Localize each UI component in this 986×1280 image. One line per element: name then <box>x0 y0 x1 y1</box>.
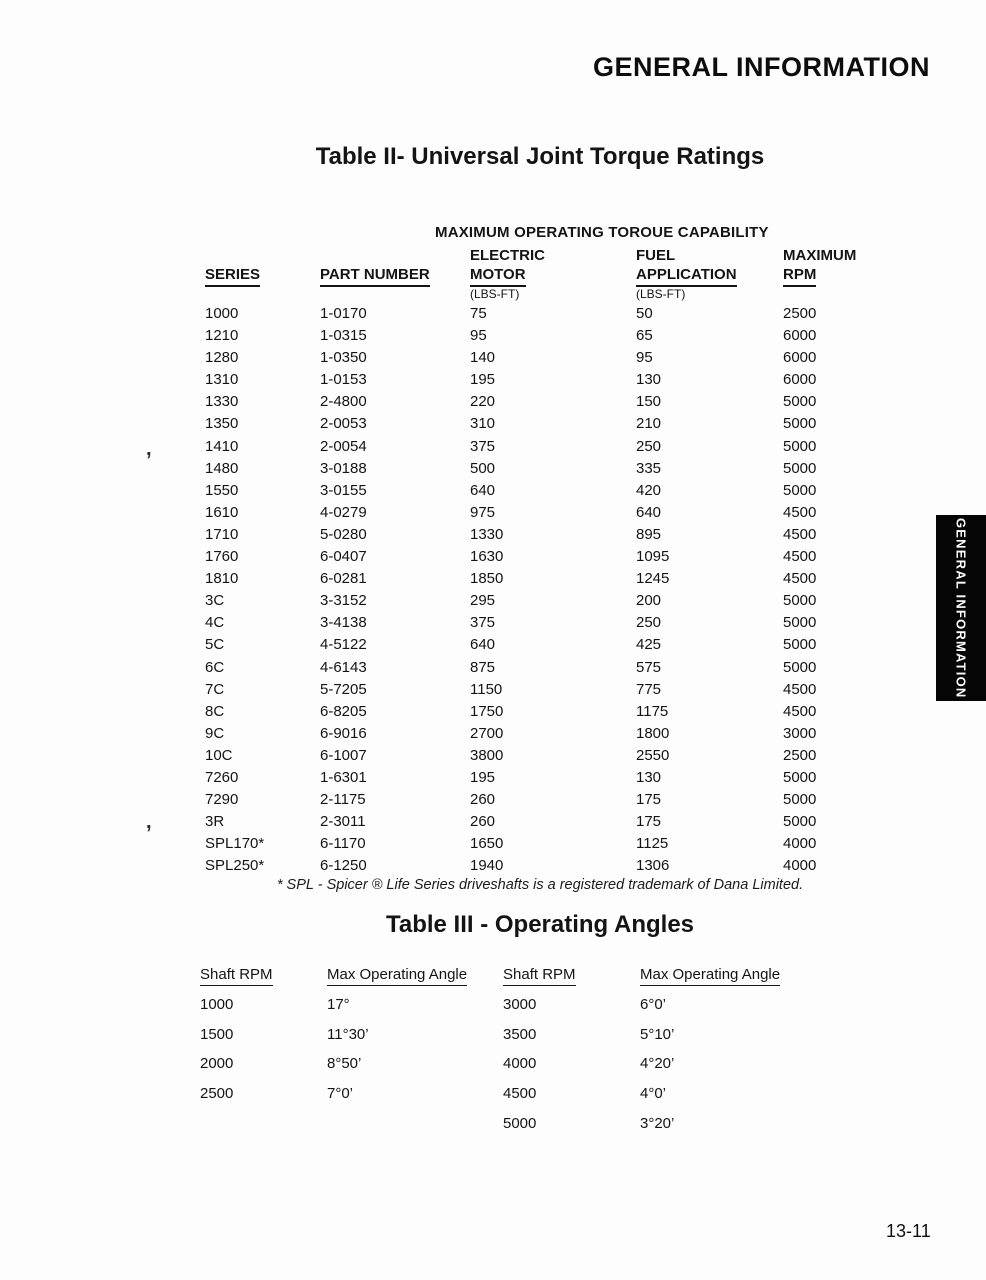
table-cell: 5°10’ <box>640 1025 675 1043</box>
table-cell: 220 <box>470 393 496 411</box>
column-part-number <box>320 246 470 304</box>
table-cell: 5000 <box>783 415 817 433</box>
table-row <box>205 415 873 437</box>
col-header-shaft-rpm-left: Shaft RPM <box>200 966 273 986</box>
table-cell: 2-1175 <box>320 791 366 809</box>
stray-comma-mark: , <box>146 811 152 833</box>
table-row <box>205 835 873 857</box>
table-cell: 1710 <box>205 525 239 543</box>
table-cell: 2500 <box>783 746 817 764</box>
table-cell: 375 <box>470 614 496 632</box>
table-cell: 200 <box>636 592 662 610</box>
table-cell: 130 <box>636 768 662 786</box>
table-row <box>205 592 873 614</box>
column-electric-motor <box>470 246 636 304</box>
table-cell: 250 <box>636 614 662 632</box>
table-row <box>205 725 873 747</box>
table-cell: 5000 <box>783 614 817 632</box>
table-cell: 5000 <box>783 481 817 499</box>
table-cell: 1810 <box>205 570 239 588</box>
table-cell: 3000 <box>503 996 537 1013</box>
table-cell: 1306 <box>636 857 670 875</box>
table-cell: 5000 <box>783 636 817 654</box>
table-cell: 775 <box>636 680 662 698</box>
table-cell: 1940 <box>470 857 504 875</box>
table-cell: 3500 <box>503 1025 537 1043</box>
table-cell: 1310 <box>205 371 239 389</box>
table-cell: 6000 <box>783 371 817 389</box>
table-cell: 1650 <box>470 835 504 853</box>
table2-header-row <box>205 246 873 304</box>
table-row <box>205 438 873 460</box>
col-units-electric: (LBS-FT) <box>470 287 520 301</box>
table-row <box>200 1055 790 1085</box>
table-cell: 6-1007 <box>320 746 367 764</box>
table-row <box>205 791 873 813</box>
column-series <box>205 246 320 304</box>
table-cell: 4°0’ <box>640 1085 667 1103</box>
table-row <box>205 371 873 393</box>
table-cell: 2000 <box>200 1055 234 1073</box>
table-cell: 875 <box>470 658 496 676</box>
table3-title: Table III - Operating Angles <box>385 911 695 938</box>
table-cell: 6-8205 <box>320 702 367 720</box>
table-cell: 4°20’ <box>640 1055 675 1073</box>
col-header-max-angle-right: Max Operating Angle <box>640 966 780 986</box>
table-cell: 4-5122 <box>320 636 367 654</box>
table-cell: 4C <box>205 614 225 632</box>
table-cell: 1175 <box>636 702 669 720</box>
table-cell: 1-0350 <box>320 349 367 367</box>
table-cell: 7C <box>205 680 225 698</box>
table-cell: 640 <box>636 503 662 521</box>
side-tab <box>936 515 986 701</box>
table-cell: 6-9016 <box>320 724 367 742</box>
table-cell: 175 <box>636 791 662 809</box>
table-cell: 4000 <box>783 857 817 875</box>
table-cell: 295 <box>470 592 496 610</box>
table-cell: 375 <box>470 437 496 455</box>
table-cell: 6-1250 <box>320 857 367 875</box>
table-cell: 1630 <box>470 548 504 566</box>
table-cell: 1410 <box>205 437 239 455</box>
table-cell: 1330 <box>205 393 239 411</box>
table-cell: 3-0155 <box>320 481 367 499</box>
col-header-max-angle-left: Max Operating Angle <box>327 966 467 986</box>
table-cell: 310 <box>470 415 496 433</box>
table-cell: 8°50’ <box>327 1055 362 1073</box>
table-cell: 640 <box>470 636 496 654</box>
table-cell: 4500 <box>783 570 817 588</box>
table-cell: 5000 <box>783 813 817 831</box>
table-cell: 2-4800 <box>320 393 367 411</box>
col-header-fuel-line1: FUEL <box>636 247 676 264</box>
table-cell: SPL250* <box>205 857 265 875</box>
table-row <box>205 327 873 349</box>
table-cell: 6000 <box>783 349 817 367</box>
table-cell: 195 <box>470 371 496 389</box>
table-cell: 4-6143 <box>320 658 367 676</box>
page-number: 13-11 <box>886 1221 931 1241</box>
col-header-electric-line2: MOTOR <box>470 265 526 287</box>
table-cell: 2-0053 <box>320 415 367 433</box>
table-row <box>205 570 873 592</box>
table-cell: 260 <box>470 791 496 809</box>
table-cell: 6°0’ <box>640 996 667 1013</box>
table-cell: 6-1170 <box>320 835 366 853</box>
table2-footnote: * SPL - Spicer ® Life Series driveshafts is a registered trademark of Dana Limited. <box>276 877 804 893</box>
table-cell: 5000 <box>503 1114 537 1132</box>
table-cell: 1095 <box>636 548 670 566</box>
table-cell: 3R <box>205 813 225 831</box>
table-cell: 95 <box>636 349 653 367</box>
page-title: GENERAL INFORMATION <box>593 52 930 82</box>
table-cell: 1330 <box>470 525 504 543</box>
table-row <box>205 393 873 415</box>
col-header-electric-line1: ELECTRIC <box>470 247 545 264</box>
table-cell: 1125 <box>636 835 669 853</box>
table-cell: 1750 <box>470 702 504 720</box>
table-cell: 4-0279 <box>320 503 367 521</box>
table-row <box>205 813 873 835</box>
table-cell: 1000 <box>205 305 239 322</box>
table2-body <box>205 305 873 879</box>
table-cell: 5000 <box>783 592 817 610</box>
table-row <box>205 349 873 371</box>
table-row <box>205 769 873 791</box>
table-cell: 575 <box>636 658 662 676</box>
table-cell: SPL170* <box>205 835 265 853</box>
table-cell: 500 <box>470 459 496 477</box>
table-row <box>200 996 790 1026</box>
table-row <box>205 747 873 769</box>
table-cell: 1550 <box>205 481 239 499</box>
table-cell: 260 <box>470 813 496 831</box>
col-header-shaft-rpm-right: Shaft RPM <box>503 966 576 986</box>
table-cell: 4500 <box>783 548 817 566</box>
col-header-max-line1: MAXIMUM <box>783 247 857 264</box>
table-cell: 4000 <box>783 835 817 853</box>
table-cell: 50 <box>636 305 653 322</box>
table-cell: 8C <box>205 702 225 720</box>
table-cell: 10C <box>205 746 233 764</box>
table-cell: 5C <box>205 636 225 654</box>
table2-title: Table II- Universal Joint Torque Ratings <box>315 143 765 170</box>
table-cell: 5000 <box>783 791 817 809</box>
table-row <box>205 504 873 526</box>
table-cell: 1350 <box>205 415 239 433</box>
table-cell: 1850 <box>470 570 504 588</box>
table-row <box>205 681 873 703</box>
table-cell: 975 <box>470 503 496 521</box>
table-cell: 3-3152 <box>320 592 367 610</box>
table-cell: 5-7205 <box>320 680 367 698</box>
table-cell: 4500 <box>783 680 817 698</box>
table-row <box>205 526 873 548</box>
table-cell: 3000 <box>783 724 817 742</box>
table-cell: 175 <box>636 813 662 831</box>
table-row <box>200 1026 790 1056</box>
table-cell: 4500 <box>503 1085 537 1103</box>
table-cell: 4500 <box>783 525 817 543</box>
table3-body <box>200 996 790 1144</box>
table-cell: 5000 <box>783 459 817 477</box>
table-cell: 130 <box>636 371 662 389</box>
col-units-fuel: (LBS-FT) <box>636 287 686 301</box>
table-cell: 17° <box>327 996 350 1013</box>
table-cell: 1-0153 <box>320 371 367 389</box>
table-cell: 1245 <box>636 570 670 588</box>
table-cell: 5-0280 <box>320 525 367 543</box>
table-cell: 7260 <box>205 768 239 786</box>
col-header-fuel-line2: APPLICATION <box>636 265 737 287</box>
table-cell: 1-0170 <box>320 305 367 322</box>
table3-header-row <box>200 966 790 986</box>
table-cell: 2550 <box>636 746 670 764</box>
table-cell: 335 <box>636 459 662 477</box>
table-row <box>205 659 873 681</box>
table-cell: 6-0407 <box>320 548 367 566</box>
table-cell: 11°30’ <box>327 1025 369 1043</box>
stray-comma-mark: , <box>146 438 152 460</box>
table-cell: 2-3011 <box>320 813 366 831</box>
table-cell: 2700 <box>470 724 504 742</box>
table-cell: 4000 <box>503 1055 537 1073</box>
table-row <box>205 482 873 504</box>
table-cell: 3C <box>205 592 225 610</box>
table-cell: 5000 <box>783 437 817 455</box>
table-row <box>205 636 873 658</box>
table-cell: 95 <box>470 327 487 345</box>
col-header-series: SERIES <box>205 265 260 287</box>
table-cell: 1800 <box>636 724 670 742</box>
table-cell: 9C <box>205 724 225 742</box>
table-cell: 2500 <box>783 305 817 322</box>
table-cell: 1480 <box>205 459 239 477</box>
table-cell: 7°0’ <box>327 1085 354 1103</box>
table-cell: 6000 <box>783 327 817 345</box>
table-cell: 4500 <box>783 503 817 521</box>
table-row <box>205 305 873 327</box>
table-cell: 1210 <box>205 327 239 345</box>
table-cell: 3800 <box>470 746 504 764</box>
table2-group-header: MAXIMUM OPERATING TOROUE CAPABILITY <box>435 224 769 241</box>
table-cell: 640 <box>470 481 496 499</box>
table-row <box>205 548 873 570</box>
table-row <box>205 460 873 482</box>
table-cell: 420 <box>636 481 662 499</box>
table-cell: 140 <box>470 349 496 367</box>
table-cell: 895 <box>636 525 662 543</box>
table-cell: 210 <box>636 415 662 433</box>
table-cell: 1000 <box>200 996 234 1013</box>
table-cell: 3-0188 <box>320 459 367 477</box>
table-cell: 5000 <box>783 658 817 676</box>
table-cell: 1610 <box>205 503 239 521</box>
table-cell: 1500 <box>200 1025 234 1043</box>
column-maximum-rpm <box>783 246 873 304</box>
table-cell: 2500 <box>200 1085 234 1103</box>
table-cell: 3-4138 <box>320 614 367 632</box>
column-fuel-application <box>636 246 783 304</box>
col-header-max-line2: RPM <box>783 265 816 287</box>
table-cell: 150 <box>636 393 662 411</box>
table-cell: 4500 <box>783 702 817 720</box>
table-cell: 195 <box>470 768 496 786</box>
side-tab-label: GENERAL INFORMATION <box>953 517 969 699</box>
table-cell: 2-0054 <box>320 437 367 455</box>
table-row <box>200 1085 790 1115</box>
table-cell: 425 <box>636 636 662 654</box>
table-cell: 1760 <box>205 548 239 566</box>
table-cell: 1-0315 <box>320 327 367 345</box>
table-row <box>200 1115 790 1145</box>
table-cell: 7290 <box>205 791 239 809</box>
table-row <box>205 614 873 636</box>
table-cell: 5000 <box>783 393 817 411</box>
col-header-part-number: PART NUMBER <box>320 265 430 287</box>
table-row <box>205 703 873 725</box>
table-cell: 250 <box>636 437 662 455</box>
table-cell: 1-6301 <box>320 768 367 786</box>
table-cell: 3°20’ <box>640 1114 675 1132</box>
table-cell: 65 <box>636 327 653 345</box>
table-cell: 1280 <box>205 349 239 367</box>
table-cell: 1150 <box>470 680 503 698</box>
table-cell: 6-0281 <box>320 570 367 588</box>
table-cell: 6C <box>205 658 225 676</box>
table-cell: 75 <box>470 305 487 322</box>
table-cell: 5000 <box>783 768 817 786</box>
